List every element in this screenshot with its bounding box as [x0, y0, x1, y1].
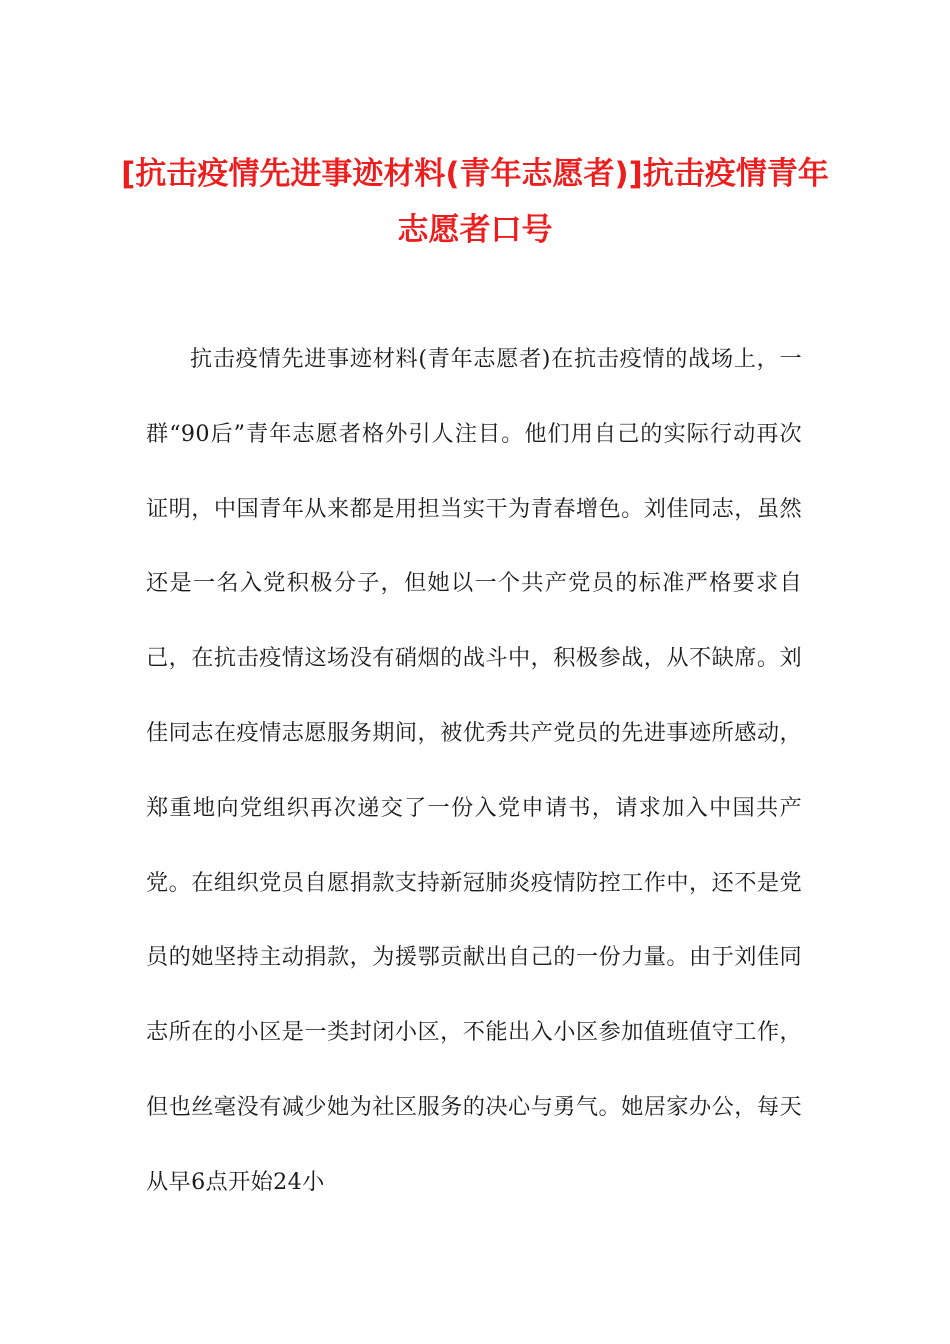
- body-paragraph: 抗击疫情先进事迹材料(青年志愿者)在抗击疫情的战场上，一群“90后”青年志愿者格外引人注目。他们用自己的实际行动再次证明，中国青年从来都是用担当实干为青春增色。刘佳同志，虽然还是一名入党积极分子，但她以一个共产党员的标准严格要求自己，在抗击疫情这场没有硝烟的战斗中，积极参战，从不缺席。刘佳同志在疫情志愿服务期间，被优秀共产党员的先进事迹所感动，郑重地向党组织再次递交了一份入党申请书，请求加入中国共产党。在组织党员自愿捐款支持新冠肺炎疫情防控工作中，还不是党员的她坚持主动捐款，为援鄂贡献出自己的一份力量。由于刘佳同志所在的小区是一类封闭小区，不能出入小区参加值班值守工作，但也丝毫没有减少她为社区服务的决心与勇气。她居家办公，每天从早6点开始24小: [146, 346, 802, 1195]
- document-title: [抗击疫情先进事迹材料(青年志愿者)]抗击疫情青年志愿者口号: [121, 156, 829, 248]
